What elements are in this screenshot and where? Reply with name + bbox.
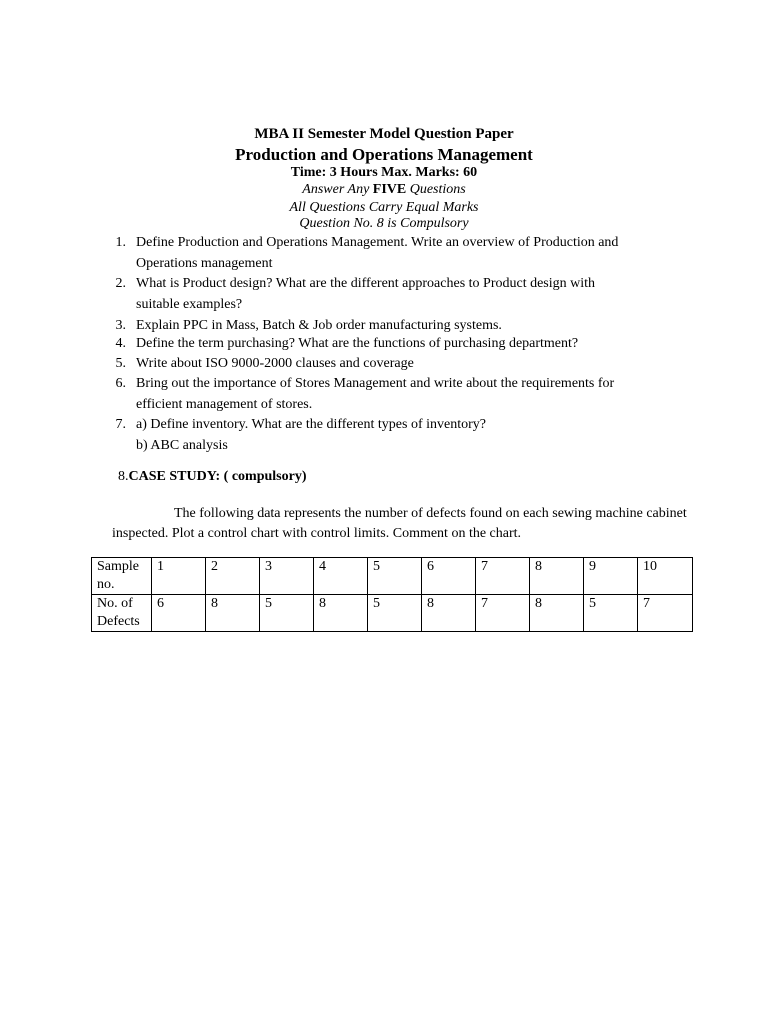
question-text: Write about ISO 9000-2000 clauses and coverage [136,356,414,371]
table-row [92,595,693,632]
table-cell: 3 [260,558,314,595]
instruction-answer-any [0,182,768,198]
question-number: 4. [115,336,126,351]
subject-title: Production and Operations Management [235,145,533,164]
question-line: Define Production and Operations Management. Write an overview of Production and [136,235,619,250]
defects-table [91,557,693,632]
case-study-paragraph [112,504,722,544]
table-cell: 2 [206,558,260,595]
table-cell: 8 [206,595,260,632]
case-study-title: CASE STUDY: ( compulsory) [128,469,307,484]
question-text [136,232,676,274]
exam-title: MBA II Semester Model Question Paper [254,126,514,142]
instruction-compulsory: Question No. 8 is Compulsory [299,216,469,231]
question-text [136,373,676,415]
instruction-five: FIVE [372,182,407,197]
table-cell: 10 [638,558,693,595]
question-text: Define the term purchasing? What are the functions of purchasing department? [136,336,579,351]
table-cell: 4 [314,558,368,595]
case-study-number: 8. [118,469,129,484]
table-cell: 5 [260,595,314,632]
table-cell: 8 [530,558,584,595]
question-line: Bring out the importance of Stores Management and write about the requirements for [136,376,615,391]
question-number: 3. [115,318,126,333]
question-line: suitable examples? [136,297,243,312]
row-header: Sample no. [92,558,152,595]
question-text [136,414,676,456]
question-text [136,273,676,315]
instruction-suffix: Questions [406,182,466,197]
table-cell: 6 [422,558,476,595]
table-cell: 5 [584,595,638,632]
table-cell: 7 [638,595,693,632]
case-study-heading [118,469,307,485]
question-number: 6. [115,376,126,391]
table-cell: 6 [152,595,206,632]
table-cell: 8 [422,595,476,632]
instruction-equal-marks: All Questions Carry Equal Marks [289,200,479,215]
row-header: No. of Defects [92,595,152,632]
table-cell: 8 [314,595,368,632]
question-number: 7. [115,417,126,432]
table-cell: 1 [152,558,206,595]
table-cell: 9 [584,558,638,595]
question-number: 5. [115,356,126,371]
table-cell: 8 [530,595,584,632]
question-line: b) ABC analysis [136,438,228,453]
question-number: 1. [115,235,126,250]
table-cell: 7 [476,558,530,595]
question-line: a) Define inventory. What are the different types of inventory? [136,417,486,432]
table-cell: 5 [368,558,422,595]
table-cell: 7 [476,595,530,632]
case-study-text: The following data represents the number of defects found on each sewing machine cabinet inspected. Plot a control chart with control limits. Comment on the chart. [112,506,687,541]
question-number: 2. [115,276,126,291]
question-text: Explain PPC in Mass, Batch & Job order manufacturing systems. [136,318,502,333]
question-line: Operations management [136,256,273,271]
table-row [92,558,693,595]
question-line: What is Product design? What are the different approaches to Product design with [136,276,596,291]
table-cell: 5 [368,595,422,632]
time-marks: Time: 3 Hours Max. Marks: 60 [290,165,478,180]
instruction-prefix: Answer Any [302,182,373,197]
question-line: efficient management of stores. [136,397,313,412]
